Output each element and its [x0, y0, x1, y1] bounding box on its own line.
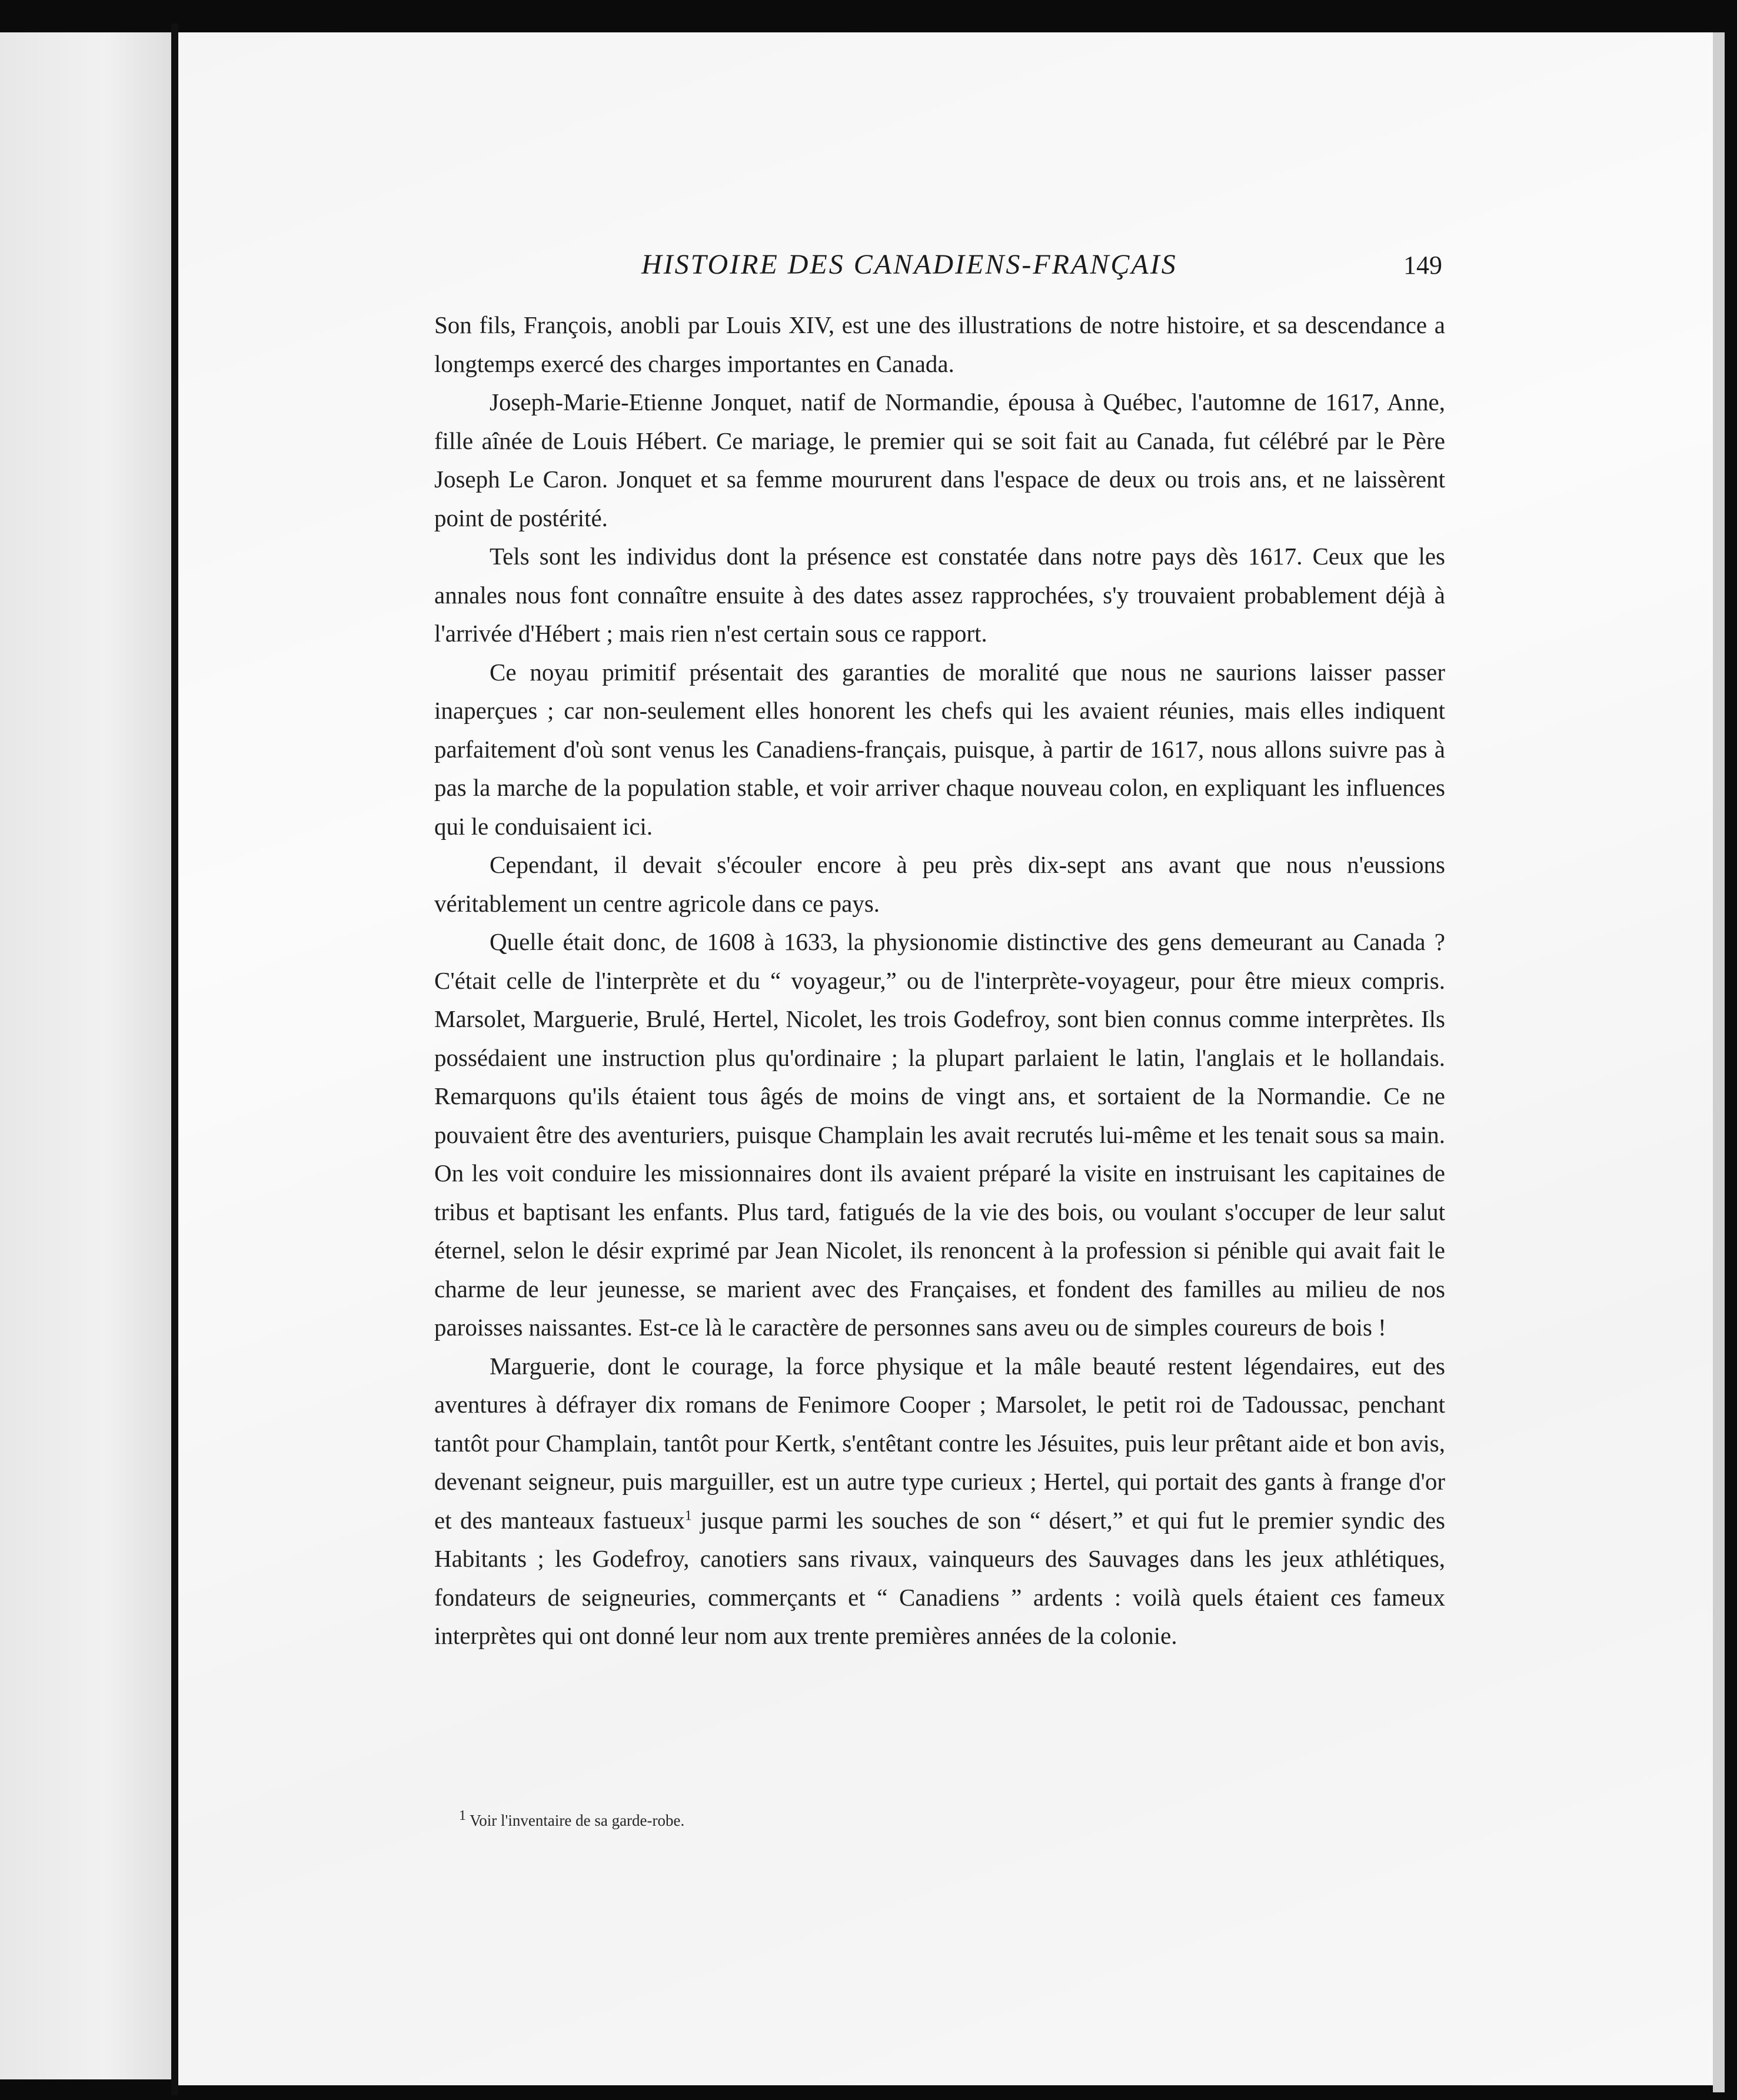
paragraph-text: jusque parmi les souches de son “ désert,” et qui fut le premier syndic des Habitants ; les Godefroy, canotiers sans rivaux, vainqueurs des Sauvages dans les jeux athlétiques, fondateurs de seigneuries, commerçants et “ Canadiens ” ardents : voilà quels étaient ces fameux interprètes qui ont donné leur nom aux trente premières années de la colonie. — [434, 1506, 1446, 1649]
footnote-number: 1 — [459, 1808, 466, 1823]
page-number: 149 — [1403, 251, 1442, 280]
paragraph: Tels sont les individus dont la présence est constatée dans notre pays dès 1617. Ceux que les annales nous font connaître ensuite à des dates assez rapprochées, s'y trouvaient probablement déjà à l'arrivée d'Hébert ; mais rien n'est certain sous ce rapport. — [434, 543, 1445, 647]
paragraph: Joseph-Marie-Etienne Jonquet, natif de Normandie, épousa à Québec, l'automne de 1617, Anne, fille aînée de Louis Hébert. Ce mariage, le premier qui se soit fait au Canada, fut célébré par le Père Joseph Le Caron. Jonquet et sa femme moururent dans l'espace de deux ou trois ans, et ne laissèrent point de postérité. — [434, 388, 1445, 531]
running-head: HISTOIRE DES CANADIENS-FRANÇAIS — [641, 249, 1177, 280]
paragraph: Quelle était donc, de 1608 à 1633, la physionomie distinctive des gens demeurant au Canada ? C'était celle de l'interprète et du “ voyageur,” ou de l'interprète-voyageur, pour être mieux compris. Marsolet, Marguerie, Brulé, Hertel, Nicolet, les trois Godefroy, sont bien connus comme interprètes. Ils possédaient une instruction plus qu'ordinaire ; la plupart parlaient le latin, l'anglais et le hollandais. Remarquons qu'ils étaient tous âgés de moins de vingt ans, et sortaient de la Normandie. Ce ne pouvaient être des aventuriers, puisque Champlain les avait recrutés lui-même et les tenait sous sa main. On les voit conduire les missionnaires dont ils avaient préparé la visite en instruisant les capitaines de tribus et baptisant les enfants. Plus tard, fatigués de la vie des bois, ou voulant s'occuper de leur salut éternel, selon le désir exprimé par Jean Nicolet, ils renoncent à la profession si pénible qui avait fait le charme de leur jeunesse, se marient avec des Françaises, et fondent des familles au milieu de nos paroisses naissantes. Est-ce là le caractère de personnes sans aveu ou de simples coureurs de bois ! — [434, 928, 1445, 1341]
footnote — [459, 1808, 685, 1830]
facing-page-edge — [0, 32, 174, 2079]
paragraph: Son fils, François, anobli par Louis XIV, est une des illustrations de notre histoire, et sa descendance a longtemps exercé des charges importantes en Canada. — [434, 311, 1445, 377]
footnote-text: Voir l'inventaire de sa garde-robe. — [470, 1812, 685, 1829]
body-text — [434, 306, 1445, 1656]
paragraph: Cependant, il devait s'écouler encore à peu près dix-sept ans avant que nous n'eussions véritablement un centre agricole dans ce pays. — [434, 851, 1445, 917]
paragraph-text: Marguerie, dont le courage, la force physique et la mâle beauté restent légendaires, eut des aventures à défrayer dix romans de Fenimore Cooper ; Marsolet, le petit roi de Tadoussac, penchant tantôt pour Champlain, tantôt pour Kertk, s'entêtant contre les Jésuites, puis leur prêtant aide et bon avis, devenant seigneur, puis marguiller, est un autre type curieux ; Hertel, qui portait des gants à frange d'or et des manteaux fastueux — [434, 1352, 1445, 1534]
page-right-edge — [1713, 32, 1725, 2092]
paragraph: Ce noyau primitif présentait des garanties de moralité que nous ne saurions laisser passer inaperçues ; car non-seulement elles honorent les chefs qui les avaient réunies, mais elles indiquent parfaitement d'où sont venus les Canadiens-français, puisque, à partir de 1617, nous allons suivre pas à pas la marche de la population stable, et voir arriver chaque nouveau colon, en expliquant les influences qui le conduisaient ici. — [434, 658, 1445, 840]
paragraph-with-footnote — [434, 1347, 1445, 1656]
book-gutter — [171, 24, 178, 2095]
footnote-marker: 1 — [684, 1507, 692, 1523]
